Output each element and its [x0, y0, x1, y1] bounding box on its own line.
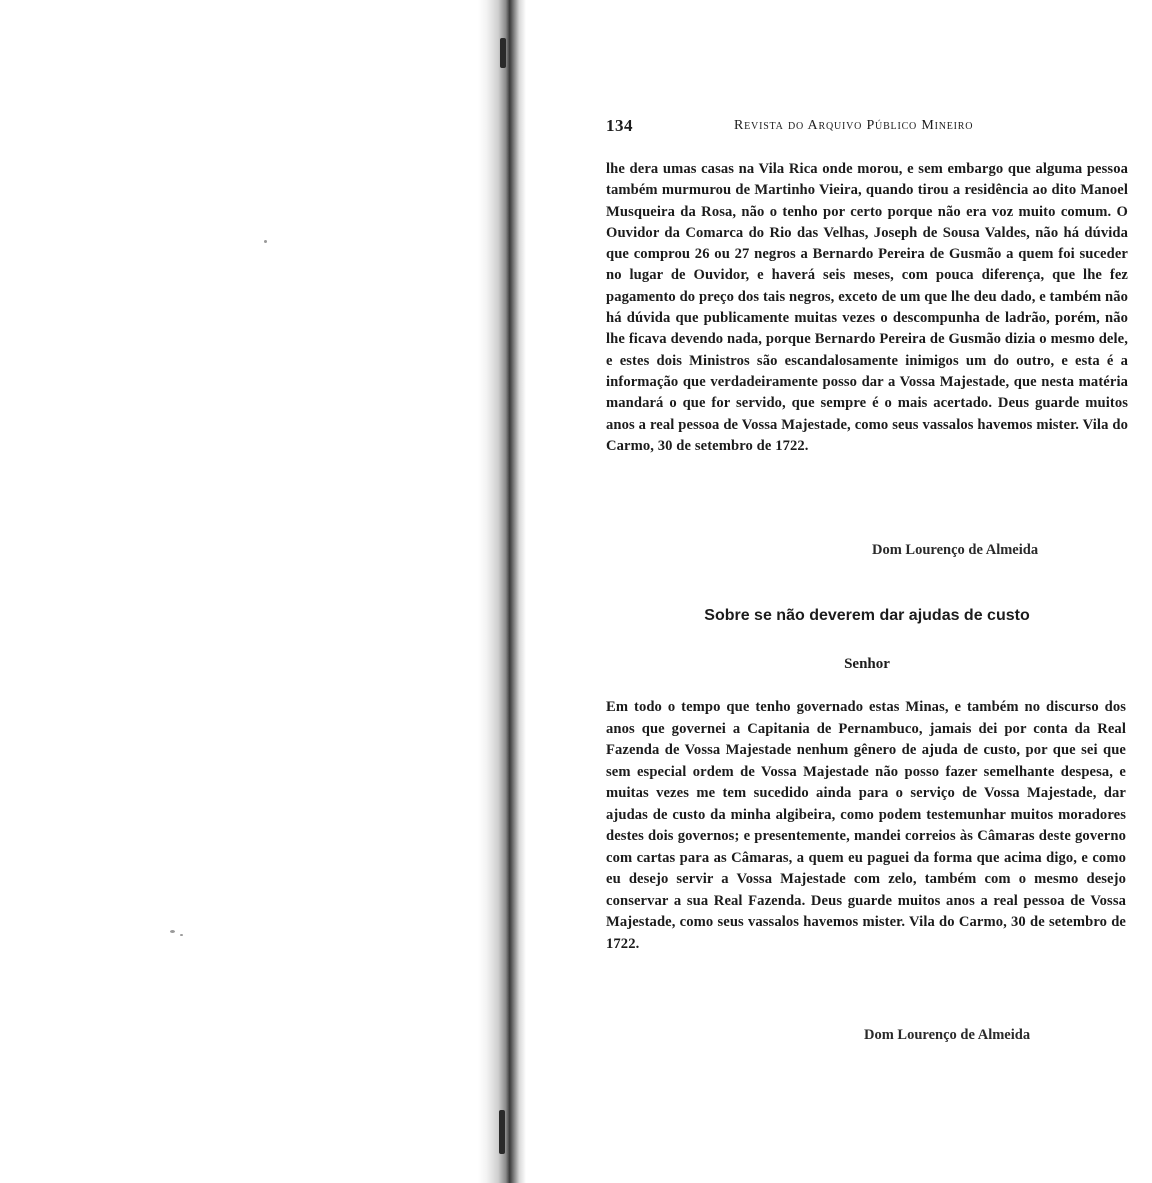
- letter-1-body: [606, 159, 1128, 457]
- letter-1-signature: Dom Lourenço de Almeida: [872, 542, 1039, 558]
- book-gutter: [478, 0, 526, 1183]
- paper-speck: [264, 240, 267, 243]
- letter-2-heading: Sobre se não deverem dar ajudas de custo: [704, 607, 1030, 624]
- letter-1-paragraph: lhe dera umas casas na Vila Rica onde morou, e sem embargo que alguma pessoa também murmurou de Martinho Vieira, quando tirou a residência ao dito Manoel Musqueira da Rosa, não o tenho por certo porque não era voz muito comum. O Ouvidor da Comarca do Rio das Velhas, Joseph de Sousa Valdes, não há dúvida que comprou 26 ou 27 negros a Bernardo Pereira de Gusmão a quem foi suceder no lugar de Ouvidor, e haverá seis meses, com pouca diferença, que lhe fez pagamento do preço dos tais negros, exceto de um que lhe deu dado, e também não há dúvida que publicamente muitas vezes o descompunha de ladrão, porém, não lhe ficava devendo nada, porque Bernardo Pereira de Gusmão dizia o mesmo dele, e estes dois Ministros são escandalosamente inimigos um do outro, e esta é a informação que verdadeiramente posso dar a Vossa Majestade, que nesta matéria mandará o que for servido, que sempre é o mais acertado. Deus guarde muitos anos a real pessoa de Vossa Majestade, como seus vassalos havemos mister. Vila do Carmo, 30 de setembro de 1722.: [606, 161, 1128, 454]
- binding-mark: [500, 38, 506, 68]
- right-text-page: [526, 0, 1152, 1183]
- left-blank-page: [0, 0, 480, 1183]
- page-number: 134: [606, 116, 633, 135]
- running-head: [606, 116, 1126, 138]
- letter-2-salutation: Senhor: [844, 656, 890, 672]
- letter-2-body: [606, 697, 1126, 955]
- letter-2-paragraph: Em todo o tempo que tenho governado estas Minas, e também no discurso dos anos que governei a Capitania de Pernambuco, jamais dei por conta da Real Fazenda de Vossa Majestade nenhum gênero de ajuda de custo, por que sei que sem especial ordem de Vossa Majestade não posso fazer semelhante despesa, e muitas vezes me tem sucedido ainda para o serviço de Vossa Majestade, dar ajudas de custo da minha algibeira, como podem testemunhar muitos moradores destes dois governos; e presentemente, mandei correios às Câmaras deste governo com cartas para as Câmaras, a quem eu paguei da forma que acima digo, e como eu desejo servir a Vossa Majestade com zelo, também com o mesmo desejo conservar a sua Real Fazenda. Deus guarde muitos anos a real pessoa de Vossa Majestade, como seus vassalos havemos mister. Vila do Carmo, 30 de setembro de 1722.: [606, 699, 1126, 952]
- paper-speck: [180, 934, 183, 936]
- journal-title: Revista do Arquivo Público Mineiro: [734, 118, 974, 133]
- letter-2-signature: Dom Lourenço de Almeida: [864, 1027, 1031, 1043]
- binding-mark: [499, 1110, 505, 1154]
- paper-speck: [170, 930, 175, 933]
